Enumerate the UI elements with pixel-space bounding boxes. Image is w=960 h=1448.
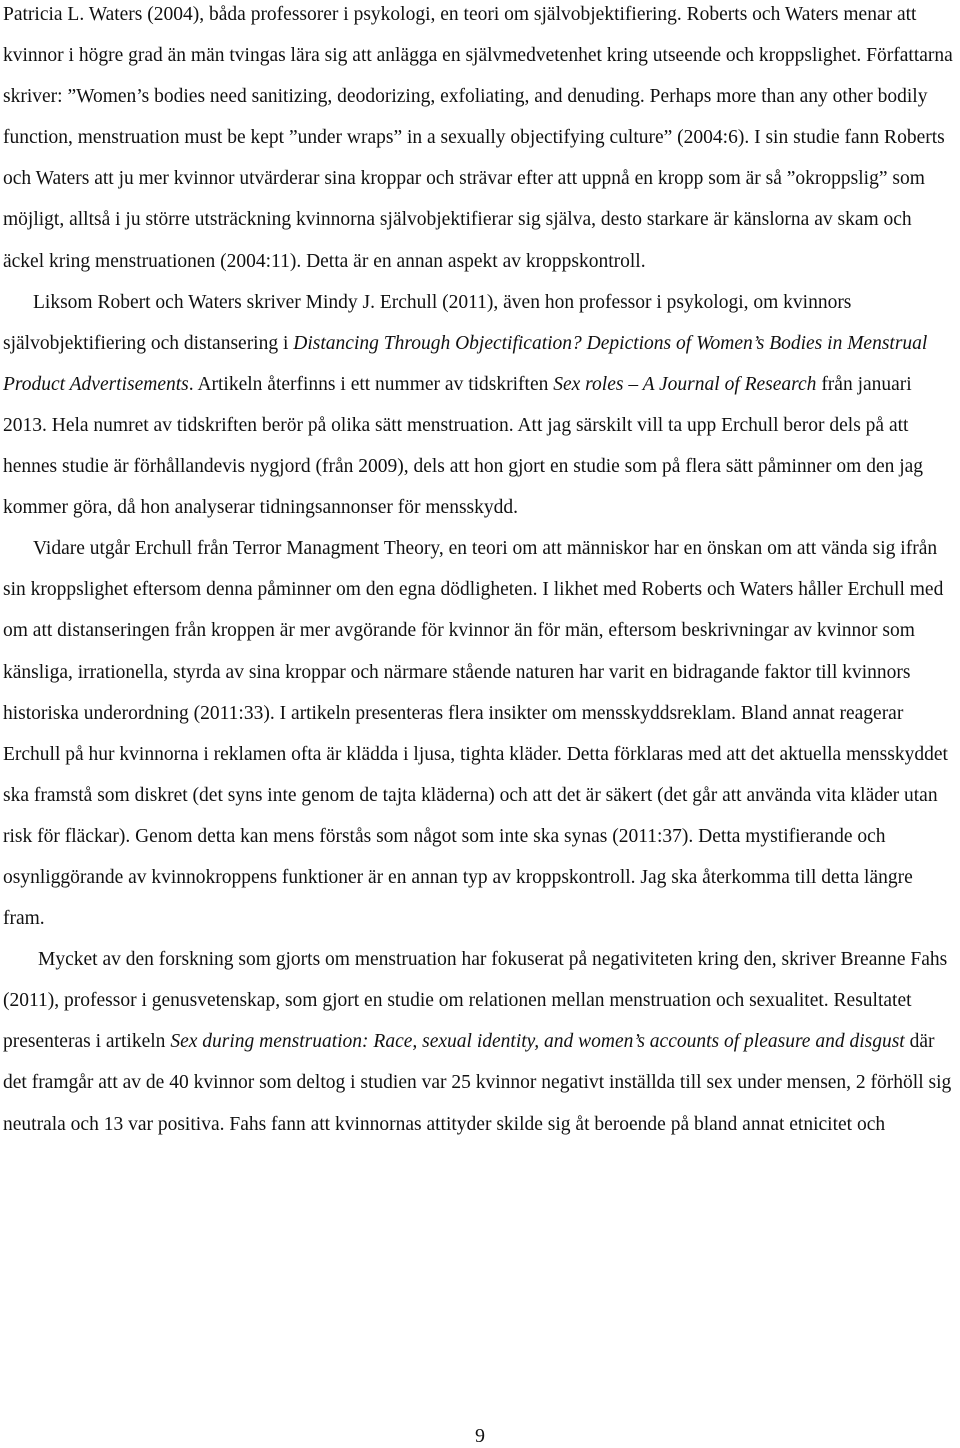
- body-text: där det framgår att av de 40 kvinnor som deltog i studien var 25 kvinnor negativt inställda till sex under mensen, 2 förhöll sig neutrala och 13 var positiva. Fahs fann att kvinnornas attityder skilde sig åt beroende på bland annat etnicitet och: [3, 1031, 952, 1135]
- paragraph-4: [3, 939, 957, 1144]
- body-text: från januari 2013. Hela numret av tidskriften berör på olika sätt menstruation. Att jag särskilt vill ta upp Erchull beror dels på att hennes studie är förhållandevis nygjord (från 2009), dels att hon gjort en studie som på flera sätt påminner om den jag kommer göra, då hon analyserar tidningsannonser för mensskydd.: [3, 373, 924, 519]
- paragraph-1: [3, 0, 957, 282]
- document-page: [3, 0, 957, 1145]
- body-text: Vidare utgår Erchull från Terror Managment Theory, en teori om att människor har en önskan om att vända sig ifrån sin kroppslighet eftersom denna påminner om den egna dödligheten. I likhet med Roberts och Waters håller Erchull med om att distanseringen från kroppen är mer avgörande för kvinnor än för män, eftersom beskrivningar av kvinnor som känsliga, irrationella, styrda av sina kroppar och närmare stående naturen har varit en bidragande faktor till kvinnors historiska underordning (2011:33). I artikeln presenteras flera insikter om mensskyddsreklam. Bland annat reagerar Erchull på hur kvinnorna i reklamen ofta är klädda i ljusa, tighta kläder. Detta förklaras med att det aktuella mensskyddet ska framstå som diskret (det syns inte genom de tajta kläderna) och att det är säkert (det går att använda vita kläder utan risk för fläckar). Genom detta kan mens förstås som något som inte ska synas (2011:37). Detta mystifierande och osynliggörande av kvinnokroppens funktioner är en annan typ av kroppskontroll. Jag ska återkomma till detta längre fram.: [3, 538, 948, 930]
- body-text: Mycket av den forskning som gjorts om menstruation har fokuserat på negativiteten kring den, skriver Breanne Fahs (2011), professor i genusvetenskap, som gjort en studie om relationen mellan menstruation och sexualitet. Resultatet presenteras i artikeln: [3, 949, 948, 1053]
- body-text: Patricia L. Waters (2004), båda professorer i psykologi, en teori om självobjektifiering. Roberts och Waters menar att kvinnor i högre grad än män tvingas lära sig att anlägga en självmedvetenhet kring utseende och kroppslighet. Författarna skriver: ”Women’s bodies need sanitizing, deodorizing, exfoliating, and denuding. Perhaps more than any other bodily function, menstruation must be kept ”under wraps” in a sexually objectifying culture” (2004:6). I sin studie fann Roberts och Waters att ju mer kvinnor utvärderar sina kroppar och strävar efter att uppnå en kropp som är så ”okroppslig” som möjligt, alltså i ju större utsträckning kvinnorna självobjektifierar sig själva, desto starkare är känslorna av skam och äckel kring menstruationen (2004:11). Detta är en annan aspekt av kroppskontroll.: [3, 4, 953, 272]
- italic-title-text: Distancing Through Objectification? Depictions of Women’s Bodies in Menstrual Product Advertisements: [3, 332, 928, 395]
- page-number: 9: [475, 1425, 485, 1447]
- italic-title-text: Sex during menstruation: Race, sexual identity, and women’s accounts of pleasure and disgust: [170, 1031, 905, 1053]
- paragraph-2: [3, 282, 957, 529]
- italic-title-text: Sex roles – A Journal of Research: [553, 373, 817, 395]
- body-text: . Artikeln återfinns i ett nummer av tidskriften: [188, 373, 554, 395]
- paragraph-3: [3, 528, 957, 939]
- body-text: Liksom Robert och Waters skriver Mindy J. Erchull (2011), även hon professor i psykologi, om kvinnors självobjektifiering och distansering i: [3, 291, 852, 354]
